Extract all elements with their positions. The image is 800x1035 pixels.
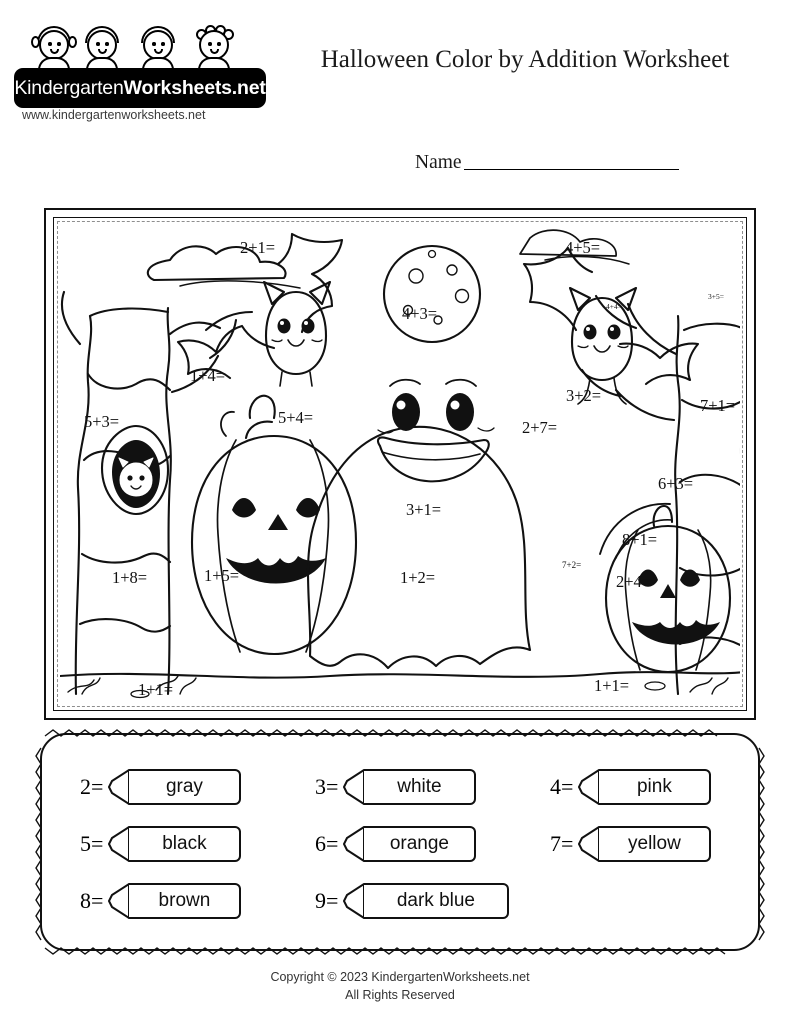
crayon-dark-blue (343, 883, 509, 919)
legend-number-3: 3= (315, 774, 339, 800)
name-label: Name (415, 152, 462, 173)
legend-number-7: 7= (550, 830, 574, 856)
crayon-tip-icon (343, 769, 365, 805)
equation-1-plus-2: 1+2= (400, 568, 436, 587)
crayon-barrel (599, 826, 711, 862)
legend-color-label: white (397, 776, 442, 798)
equation-4-plus-4: 4+4= (606, 302, 622, 311)
legend-color-label: black (162, 832, 207, 854)
legend-color-label: yellow (628, 832, 681, 854)
crayon-white (343, 769, 476, 805)
page-footer (0, 968, 800, 1004)
name-write-line[interactable] (464, 169, 679, 170)
legend-number-4: 4= (550, 774, 574, 800)
crayon-tip-icon (108, 826, 130, 862)
legend-item-white[interactable] (315, 769, 550, 805)
logo-text-suffix: .net (231, 76, 266, 99)
scene-line-art (60, 224, 740, 704)
legend-color-label: orange (389, 832, 449, 854)
crayon-barrel (364, 826, 476, 862)
halloween-scene (60, 224, 740, 704)
legend-item-orange[interactable] (315, 826, 550, 862)
legend-items-grid (80, 759, 720, 929)
equation-7-plus-2: 7+2= (562, 560, 582, 570)
equation-3-plus-2: 3+2= (566, 386, 602, 405)
copyright-text: Copyright © 2023 KindergartenWorksheets.net (270, 970, 530, 984)
legend-number-6: 6= (315, 830, 339, 856)
site-url: www.kindergartenworksheets.net (22, 108, 206, 122)
rights-text: All Rights Reserved (345, 988, 455, 1002)
equation-1-plus-5: 1+5= (204, 566, 240, 585)
equation-1-plus-1-left: 1+1= (138, 680, 174, 699)
equation-2-plus-1: 2+1= (240, 238, 276, 257)
legend-item-gray[interactable] (80, 769, 315, 805)
crayon-brown (108, 883, 241, 919)
equation-8-plus-1: 8+1= (622, 530, 658, 549)
equation-2-plus-7: 2+7= (522, 418, 558, 437)
kid-avatar-4 (192, 24, 236, 70)
crayon-tip-icon (578, 826, 600, 862)
equation-1-plus-1-right: 1+1= (594, 676, 630, 695)
kid-avatar-1 (32, 24, 76, 70)
crayon-tip-icon (343, 826, 365, 862)
crayon-black (108, 826, 241, 862)
equation-1-plus-8: 1+8= (112, 568, 148, 587)
equation-1-plus-4: 1+4= (190, 366, 226, 385)
coloring-picture-frame (44, 208, 756, 720)
equation-3-plus-5: 3+5= (708, 292, 724, 301)
logo-wordmark (14, 68, 266, 108)
kid-avatar-2 (80, 24, 124, 70)
legend-item-brown[interactable] (80, 883, 315, 919)
legend-color-label: pink (636, 776, 672, 798)
kid-avatar-3 (136, 24, 180, 70)
crayon-orange (343, 826, 476, 862)
name-field-line (415, 152, 679, 174)
legend-item-pink[interactable] (550, 769, 750, 805)
equation-5-plus-3: 5+3= (84, 412, 120, 431)
crayon-pink (578, 769, 711, 805)
crayon-barrel (129, 769, 241, 805)
logo-text-light: Kindergarten (14, 76, 124, 99)
crayon-gray (108, 769, 241, 805)
equation-7-plus-1: 7+1= (700, 396, 736, 415)
crayon-yellow (578, 826, 711, 862)
legend-item-yellow[interactable] (550, 826, 750, 862)
legend-color-label: dark blue (396, 889, 475, 911)
crayon-tip-icon (108, 883, 130, 919)
legend-item-black[interactable] (80, 826, 315, 862)
legend-color-label: brown (158, 889, 211, 911)
crayon-barrel (129, 883, 241, 919)
legend-number-8: 8= (80, 887, 104, 913)
legend-number-2: 2= (80, 774, 104, 800)
legend-color-label: gray (165, 776, 203, 798)
equation-4-plus-3: 4+3= (402, 304, 438, 323)
logo-kids-illustration (32, 24, 247, 70)
crayon-tip-icon (343, 883, 365, 919)
crayon-barrel (129, 826, 241, 862)
legend-number-9: 9= (315, 887, 339, 913)
color-key-legend (40, 733, 760, 951)
page-title: Halloween Color by Addition Worksheet (320, 46, 730, 73)
crayon-barrel (599, 769, 711, 805)
crayon-barrel (364, 883, 509, 919)
crayon-tip-icon (578, 769, 600, 805)
legend-item-dark-blue[interactable] (315, 883, 550, 919)
legend-number-5: 5= (80, 830, 104, 856)
site-logo (14, 24, 266, 112)
equation-5-plus-4: 5+4= (278, 408, 314, 427)
crayon-tip-icon (108, 769, 130, 805)
logo-text-bold: Worksheets (123, 76, 232, 99)
equation-6-plus-3: 6+3= (658, 474, 694, 493)
equation-2-plus-4: 2+4= (616, 572, 652, 591)
equation-4-plus-5: 4+5= (565, 238, 601, 257)
crayon-barrel (364, 769, 476, 805)
equation-3-plus-1: 3+1= (406, 500, 442, 519)
